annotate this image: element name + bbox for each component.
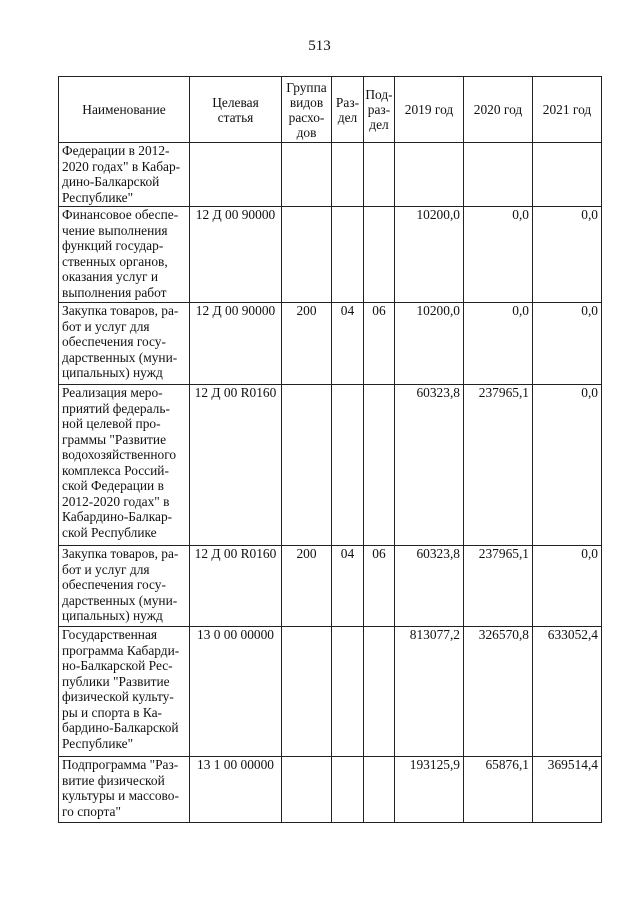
row-name: Закупка товаров, ра- бот и услуг для обеспечения госу- дарственных (муни- ципальных) нужд: [59, 303, 190, 385]
row-group: [282, 143, 332, 207]
row-2020: 326570,8: [464, 627, 533, 757]
row-2021: 0,0: [533, 385, 602, 546]
row-code: 12 Д 00 R0160: [190, 385, 282, 546]
row-2020: 65876,1: [464, 757, 533, 823]
row-section: [332, 757, 364, 823]
table-row: [59, 546, 602, 627]
header-name: Наименование: [59, 77, 190, 143]
row-group: [282, 757, 332, 823]
row-2021: 0,0: [533, 207, 602, 303]
table-row: [59, 143, 602, 207]
row-2021: [533, 143, 602, 207]
header-code: Целевая статья: [190, 77, 282, 143]
row-name: Федерации в 2012- 2020 годах" в Кабар- дино-Балкарской Республике": [59, 143, 190, 207]
row-code: 12 Д 00 90000: [190, 207, 282, 303]
row-2019: 10200,0: [395, 207, 464, 303]
row-subsection: [364, 385, 395, 546]
table-row: [59, 303, 602, 385]
row-code: 13 1 00 00000: [190, 757, 282, 823]
row-2019: 60323,8: [395, 546, 464, 627]
row-2019: 10200,0: [395, 303, 464, 385]
row-2021: 0,0: [533, 303, 602, 385]
row-code: 13 0 00 00000: [190, 627, 282, 757]
row-subsection: 06: [364, 303, 395, 385]
row-subsection: [364, 627, 395, 757]
row-2021: 0,0: [533, 546, 602, 627]
row-subsection: [364, 207, 395, 303]
row-2019: 60323,8: [395, 385, 464, 546]
row-group: [282, 627, 332, 757]
row-2020: 0,0: [464, 303, 533, 385]
header-2021: 2021 год: [533, 77, 602, 143]
row-section: [332, 627, 364, 757]
row-section: [332, 143, 364, 207]
row-code: [190, 143, 282, 207]
row-2020: 0,0: [464, 207, 533, 303]
table-row: [59, 757, 602, 823]
row-name: Подпрограмма "Раз- витие физической культуры и массово- го спорта": [59, 757, 190, 823]
row-name: Финансовое обеспе- чение выполнения функций государ- ственных органов, оказания услуг и выполнения работ: [59, 207, 190, 303]
budget-table: [58, 76, 602, 823]
row-group: 200: [282, 303, 332, 385]
row-2021: 633052,4: [533, 627, 602, 757]
row-subsection: [364, 757, 395, 823]
row-2019: 193125,9: [395, 757, 464, 823]
row-name: Реализация меро- приятий федераль- ной целевой про- граммы "Развитие водохозяйственного комплекса Россий- ской Федерации в 2012-2020 годах" в Кабардино-Балкар- ской Республике: [59, 385, 190, 546]
header-subsection: Под- раз- дел: [364, 77, 395, 143]
row-2020: 237965,1: [464, 546, 533, 627]
row-2019: [395, 143, 464, 207]
row-2020: [464, 143, 533, 207]
row-group: 200: [282, 546, 332, 627]
row-code: 12 Д 00 R0160: [190, 546, 282, 627]
table-row: [59, 627, 602, 757]
row-name: Закупка товаров, ра- бот и услуг для обеспечения госу- дарственных (муни- ципальных) нужд: [59, 546, 190, 627]
header-group: Группа видов расхо- дов: [282, 77, 332, 143]
table-row: [59, 385, 602, 546]
row-section: 04: [332, 546, 364, 627]
row-2020: 237965,1: [464, 385, 533, 546]
header-2019: 2019 год: [395, 77, 464, 143]
row-subsection: 06: [364, 546, 395, 627]
row-subsection: [364, 143, 395, 207]
row-2021: 369514,4: [533, 757, 602, 823]
header-2020: 2020 год: [464, 77, 533, 143]
row-2019: 813077,2: [395, 627, 464, 757]
header-row: [59, 77, 602, 143]
row-group: [282, 207, 332, 303]
page-number: 513: [308, 38, 331, 54]
row-code: 12 Д 00 90000: [190, 303, 282, 385]
header-section: Раз- дел: [332, 77, 364, 143]
row-group: [282, 385, 332, 546]
row-section: [332, 385, 364, 546]
row-section: 04: [332, 303, 364, 385]
row-name: Государственная программа Кабарди- но-Балкарской Рес- публики "Развитие физической культу- ры и спорта в Ка- бардино-Балкарской Республике": [59, 627, 190, 757]
row-section: [332, 207, 364, 303]
table-row: [59, 207, 602, 303]
